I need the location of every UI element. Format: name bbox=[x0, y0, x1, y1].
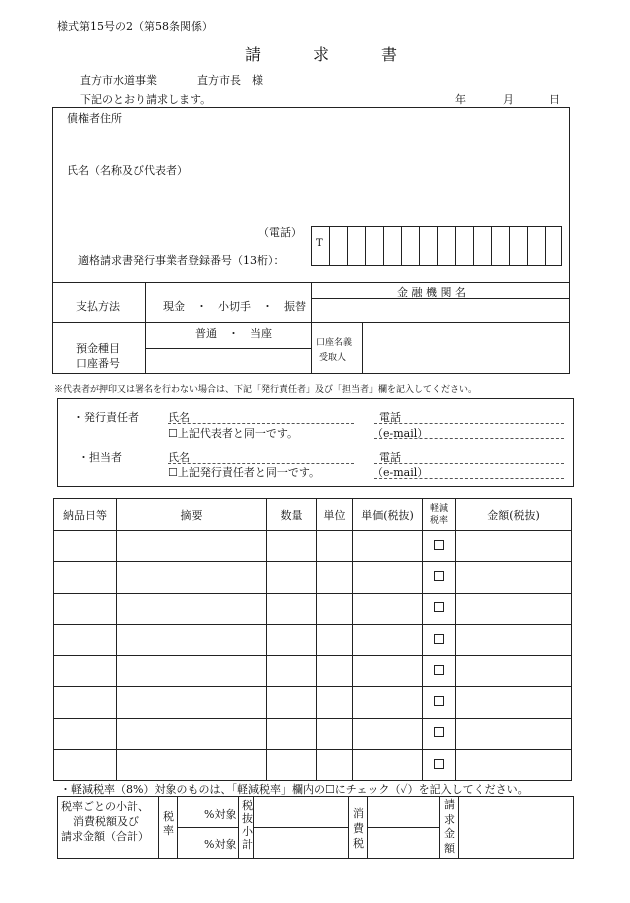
name-label: 氏名（名称及び代表者） bbox=[67, 164, 188, 177]
date-year[interactable]: 年 bbox=[455, 93, 466, 106]
cell-reduced-rate[interactable] bbox=[423, 718, 456, 749]
cell-unit[interactable] bbox=[317, 656, 353, 687]
col-unit-price: 単価(税抜) bbox=[353, 499, 423, 531]
cell-unit-price[interactable] bbox=[353, 624, 423, 655]
account-number-label: 口座番号 bbox=[76, 357, 120, 370]
cell-quantity[interactable] bbox=[267, 562, 317, 593]
cell-delivery-date[interactable] bbox=[54, 750, 117, 781]
items-table bbox=[53, 498, 572, 781]
table-row bbox=[54, 656, 572, 687]
registration-prefix: T bbox=[316, 238, 323, 249]
registration-label: 適格請求書発行事業者登録番号（13桁）： bbox=[78, 254, 285, 267]
reduced-rate-checkbox[interactable] bbox=[434, 602, 444, 612]
cell-unit[interactable] bbox=[317, 624, 353, 655]
cell-amount[interactable] bbox=[456, 562, 572, 593]
cell-reduced-rate[interactable] bbox=[423, 687, 456, 718]
page-title: 請 求 書 bbox=[245, 45, 399, 64]
tax-rate-label: 税率 bbox=[163, 810, 174, 837]
reduced-rate-note: ・軽減税率（8%）対象のものは、「軽減税率」欄内の☐にチェック（✓）を記入してください。 bbox=[60, 783, 529, 796]
issuer-name-label: 氏名 bbox=[168, 411, 190, 424]
cell-amount[interactable] bbox=[456, 593, 572, 624]
reduced-rate-checkbox[interactable] bbox=[434, 571, 444, 581]
cell-unit-price[interactable] bbox=[353, 531, 423, 562]
col-delivery-date: 納品日等 bbox=[54, 499, 117, 531]
phone-label: （電話） bbox=[258, 226, 302, 239]
cell-description[interactable] bbox=[117, 718, 267, 749]
address-label: 債権者住所 bbox=[67, 112, 122, 125]
totals-label-1: 税率ごとの小計、 bbox=[61, 800, 149, 813]
cell-reduced-rate[interactable] bbox=[423, 624, 456, 655]
addressee-person: 直方市長 様 bbox=[197, 74, 263, 87]
issuer-same-checkbox[interactable]: ☐上記代表者と同一です。 bbox=[168, 427, 298, 440]
col-description: 摘要 bbox=[117, 499, 267, 531]
staff-email-label: （e-mail） bbox=[372, 466, 429, 479]
payment-method-options[interactable]: 現金 ・ 小切手 ・ 振替 bbox=[163, 300, 306, 313]
date-day[interactable]: 日 bbox=[549, 93, 560, 106]
reduced-rate-checkbox[interactable] bbox=[434, 540, 444, 550]
cell-delivery-date[interactable] bbox=[54, 624, 117, 655]
cell-quantity[interactable] bbox=[267, 718, 317, 749]
cell-description[interactable] bbox=[117, 687, 267, 718]
staff-phone-label: 電話 bbox=[379, 451, 401, 464]
cell-amount[interactable] bbox=[456, 718, 572, 749]
table-row bbox=[54, 624, 572, 655]
issuer-phone-label: 電話 bbox=[379, 411, 401, 424]
deposit-type-options[interactable]: 普通 ・ 当座 bbox=[195, 327, 272, 340]
cell-reduced-rate[interactable] bbox=[423, 656, 456, 687]
addressee-org: 直方市水道事業 bbox=[80, 74, 157, 87]
payment-method-label: 支払方法 bbox=[76, 300, 120, 313]
cell-unit[interactable] bbox=[317, 531, 353, 562]
col-unit: 単位 bbox=[317, 499, 353, 531]
reduced-rate-checkbox[interactable] bbox=[434, 665, 444, 675]
cell-unit[interactable] bbox=[317, 562, 353, 593]
cell-unit-price[interactable] bbox=[353, 656, 423, 687]
recipient-label: 受取人 bbox=[319, 353, 347, 363]
table-row bbox=[54, 562, 572, 593]
cell-quantity[interactable] bbox=[267, 750, 317, 781]
cell-unit-price[interactable] bbox=[353, 593, 423, 624]
cell-delivery-date[interactable] bbox=[54, 562, 117, 593]
table-row bbox=[54, 531, 572, 562]
cell-unit[interactable] bbox=[317, 718, 353, 749]
cell-delivery-date[interactable] bbox=[54, 656, 117, 687]
table-row bbox=[54, 750, 572, 781]
rate-row-1[interactable]: %対象 bbox=[204, 808, 237, 821]
table-row bbox=[54, 593, 572, 624]
cell-delivery-date[interactable] bbox=[54, 718, 117, 749]
cell-delivery-date[interactable] bbox=[54, 687, 117, 718]
issuer-email-label: （e-mail） bbox=[372, 427, 429, 440]
col-quantity: 数量 bbox=[267, 499, 317, 531]
totals-label-2: 消費税額及び bbox=[73, 815, 139, 828]
cell-amount[interactable] bbox=[456, 624, 572, 655]
cell-unit[interactable] bbox=[317, 750, 353, 781]
issuer-label: ・発行責任者 bbox=[73, 411, 139, 424]
reduced-rate-checkbox[interactable] bbox=[434, 759, 444, 769]
cell-unit[interactable] bbox=[317, 687, 353, 718]
table-row bbox=[54, 718, 572, 749]
cell-reduced-rate[interactable] bbox=[423, 593, 456, 624]
cell-amount[interactable] bbox=[456, 656, 572, 687]
cell-unit[interactable] bbox=[317, 593, 353, 624]
table-row bbox=[54, 687, 572, 718]
intro-text: 下記のとおり請求します。 bbox=[80, 93, 212, 106]
cell-quantity[interactable] bbox=[267, 531, 317, 562]
cell-delivery-date[interactable] bbox=[54, 593, 117, 624]
totals-label-3: 請求金額（合計） bbox=[61, 830, 149, 843]
cell-delivery-date[interactable] bbox=[54, 531, 117, 562]
subtotal-label: 税抜小計 bbox=[242, 799, 253, 851]
reduced-rate-label-2: 税率 bbox=[429, 515, 448, 526]
cell-amount[interactable] bbox=[456, 687, 572, 718]
form-id: 様式第15号の2（第58条関係） bbox=[57, 20, 213, 33]
invoice-amount-label: 請求金額 bbox=[444, 798, 455, 855]
cell-quantity[interactable] bbox=[267, 593, 317, 624]
cell-description[interactable] bbox=[117, 562, 267, 593]
cell-reduced-rate[interactable] bbox=[423, 562, 456, 593]
date-month[interactable]: 月 bbox=[503, 93, 514, 106]
cell-amount[interactable] bbox=[456, 531, 572, 562]
col-amount: 金額(税抜) bbox=[456, 499, 572, 531]
cell-unit-price[interactable] bbox=[353, 687, 423, 718]
cell-description[interactable] bbox=[117, 656, 267, 687]
cell-unit-price[interactable] bbox=[353, 718, 423, 749]
cell-amount[interactable] bbox=[456, 750, 572, 781]
cell-quantity[interactable] bbox=[267, 656, 317, 687]
cell-quantity[interactable] bbox=[267, 687, 317, 718]
bank-name-label: 金 融 機 関 名 bbox=[397, 286, 466, 299]
items-header-row bbox=[54, 499, 572, 531]
cell-quantity[interactable] bbox=[267, 624, 317, 655]
cell-reduced-rate[interactable] bbox=[423, 750, 456, 781]
cell-description[interactable] bbox=[117, 531, 267, 562]
reduced-rate-checkbox[interactable] bbox=[434, 634, 444, 644]
reduced-rate-label-1: 軽減 bbox=[429, 503, 448, 514]
cell-description[interactable] bbox=[117, 750, 267, 781]
deposit-type-label: 預金種目 bbox=[76, 342, 120, 355]
cell-description[interactable] bbox=[117, 593, 267, 624]
staff-same-checkbox[interactable]: ☐上記発行責任者と同一です。 bbox=[168, 466, 320, 479]
staff-label: ・担当者 bbox=[78, 451, 122, 464]
consumption-tax-label: 消費税 bbox=[353, 807, 364, 850]
cell-description[interactable] bbox=[117, 624, 267, 655]
col-reduced-rate bbox=[423, 499, 456, 531]
rate-row-2[interactable]: %対象 bbox=[204, 838, 237, 851]
account-holder-label: 口座名義 bbox=[316, 338, 353, 348]
cell-unit-price[interactable] bbox=[353, 562, 423, 593]
cell-reduced-rate[interactable] bbox=[423, 531, 456, 562]
reduced-rate-checkbox[interactable] bbox=[434, 727, 444, 737]
signature-note: ※代表者が押印又は署名を行わない場合は、下記「発行責任者」及び「担当者」欄を記入してください。 bbox=[54, 385, 478, 395]
reduced-rate-checkbox[interactable] bbox=[434, 696, 444, 706]
staff-name-label: 氏名 bbox=[168, 451, 190, 464]
cell-unit-price[interactable] bbox=[353, 750, 423, 781]
